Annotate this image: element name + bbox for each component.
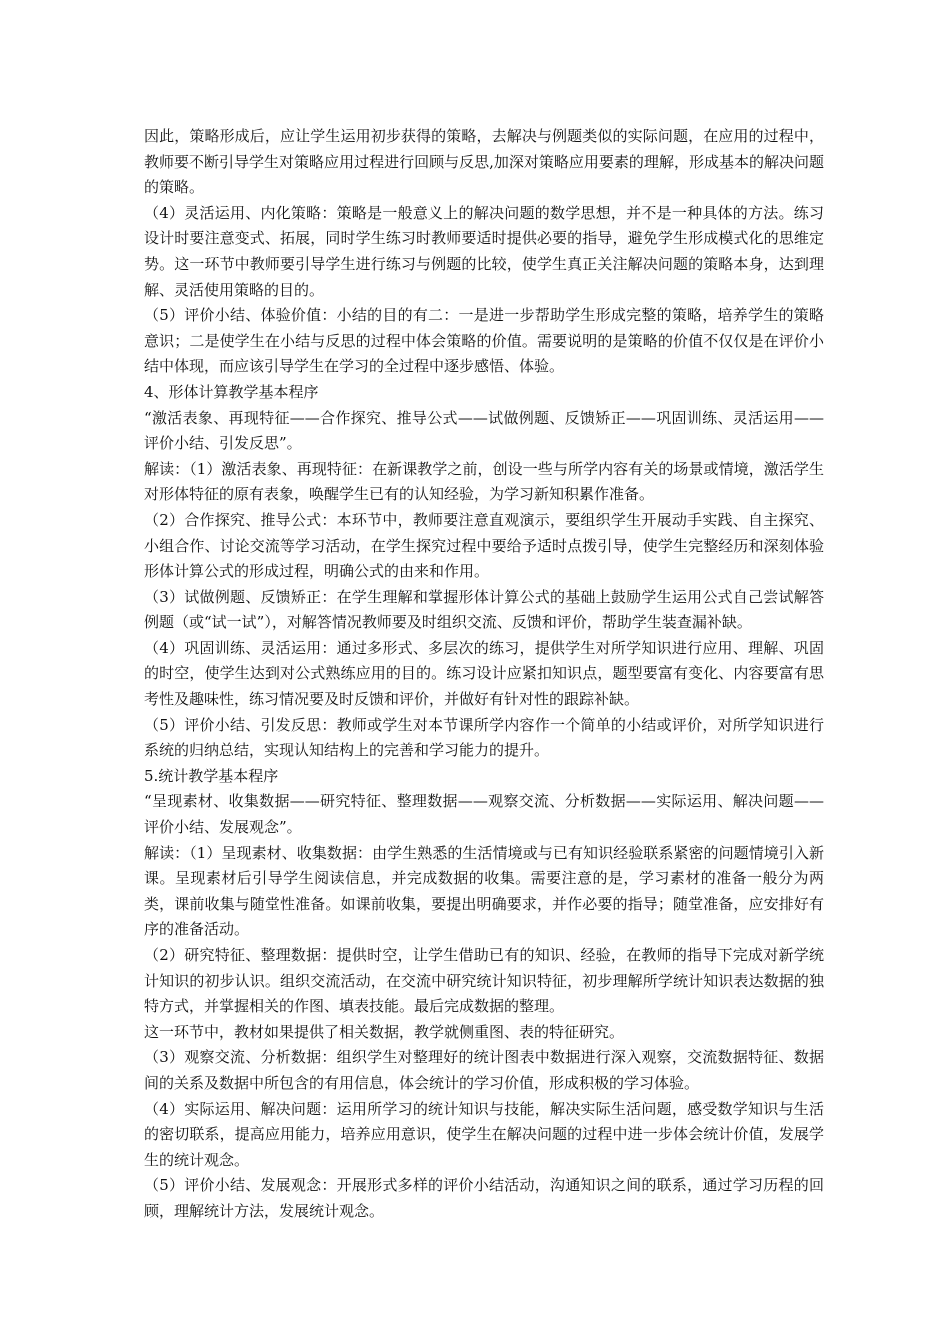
paragraph-geometry-step-1: 解读：（1）激活表象、再现特征：在新课教学之前，创设一些与所学内容有关的场景或情境，激活学生对形体特征的原有表象，唤醒学生已有的认知经验，为学习新知积累作准备。 <box>144 459 824 504</box>
paragraph-geometry-procedure: “激活表象、再现特征——合作探究、推导公式——试做例题、反馈矫正——巩固训练、灵活运用——评价小结、引发反思”。 <box>144 408 824 453</box>
paragraph-strategy-step-5: （5）评价小结、体验价值：小结的目的有二：一是进一步帮助学生形成完整的策略，培养学生的策略意识；二是使学生在小结与反思的过程中体会策略的价值。需要说明的是策略的价值不仅仅是在评价小结中体现，而应该引导学生在学习的全过程中逐步感悟、体验。 <box>144 306 824 376</box>
paragraph-statistics-step-4: （4）实际运用、解决问题：运用所学习的统计知识与技能，解决实际生活问题，感受数学知识与生活的密切联系，提高应用能力，培养应用意识，使学生在解决问题的过程中进一步体会统计价值，发展学生的统计观念。 <box>144 1099 824 1169</box>
paragraph-geometry-step-3: （3）试做例题、反馈矫正：在学生理解和掌握形体计算公式的基础上鼓励学生运用公式自己尝试解答例题（或“试一试”），对解答情况教师要及时组织交流、反馈和评价，帮助学生装查漏补缺。 <box>144 587 824 632</box>
paragraph-strategy-application: 因此，策略形成后，应让学生运用初步获得的策略，去解决与例题类似的实际问题，在应用的过程中，教师要不断引导学生对策略应用过程进行回顾与反思,加深对策略应用要素的理解，形成基本的解决问题的策略。 <box>144 127 824 197</box>
paragraph-geometry-step-2: （2）合作探究、推导公式：本环节中，教师要注意直观演示，要组织学生开展动手实践、自主探究、小组合作、讨论交流等学习活动，在学生探究过程中要给予适时点拨引导，使学生完整经历和深刻体验形体计算公式的形成过程，明确公式的由来和作用。 <box>144 510 824 581</box>
paragraph-statistics-note: 这一环节中，教材如果提供了相关数据，教学就侧重图、表的特征研究。 <box>144 1022 625 1041</box>
paragraph-geometry-step-4: （4）巩固训练、灵活运用：通过多形式、多层次的练习，提供学生对所学知识进行应用、理解、巩固的时空，使学生达到对公式熟练应用的目的。练习设计应紧扣知识点，题型要富有变化、内容要富有思考性及趣味性，练习情况要及时反馈和评价，并做好有针对性的跟踪补缺。 <box>144 638 824 709</box>
heading-statistics: 5.统计教学基本程序 <box>144 766 279 785</box>
paragraph-geometry-step-5: （5）评价小结、引发反思：教师或学生对本节课所学内容作一个简单的小结或评价，对所学知识进行系统的归纳总结，实现认知结构上的完善和学习能力的提升。 <box>144 715 824 760</box>
paragraph-statistics-step-2: （2）研究特征、整理数据：提供时空，让学生借助已有的知识、经验，在教师的指导下完成对新学统计知识的初步认识。组织交流活动，在交流中研究统计知识特征，初步理解所学统计知识表达数据的独特方式，并掌握相关的作图、填表技能。最后完成数据的整理。 <box>144 946 824 1016</box>
paragraph-strategy-step-4: （4）灵活运用、内化策略：策略是一般意义上的解决问题的数学思想，并不是一种具体的方法。练习设计时要注意变式、拓展，同时学生练习时教师要适时提供必要的指导，避免学生形成模式化的思维定势。这一环节中教师要引导学生进行练习与例题的比较，使学生真正关注解决问题的策略本身，达到理解、灵活使用策略的目的。 <box>144 203 824 299</box>
paragraph-statistics-step-5: （5）评价小结、发展观念：开展形式多样的评价小结活动，沟通知识之间的联系，通过学习历程的回顾，理解统计方法，发展统计观念。 <box>144 1176 824 1220</box>
paragraph-statistics-step-1: 解读：（1）呈现素材、收集数据：由学生熟悉的生活情境或与已有知识经验联系紧密的问题情境引入新课。呈现素材后引导学生阅读信息，并完成数据的收集。需要注意的是，学习素材的准备一般分为两类，课前收集与随堂性准备。如课前收集，要提出明确要求，并作必要的指导；随堂准备，应安排好有序的准备活动。 <box>144 843 824 939</box>
document-body <box>144 124 824 1225</box>
paragraph-statistics-step-3: （3）观察交流、分析数据：组织学生对整理好的统计图表中数据进行深入观察，交流数据特征、数据间的关系及数据中所包含的有用信息，体会统计的学习价值，形成积极的学习体验。 <box>144 1048 824 1092</box>
heading-geometry-calculation: 4、形体计算教学基本程序 <box>144 382 319 401</box>
paragraph-statistics-procedure: “呈现素材、收集数据——研究特征、整理数据——观察交流、分析数据——实际运用、解决问题——评价小结、发展观念”。 <box>144 792 824 837</box>
